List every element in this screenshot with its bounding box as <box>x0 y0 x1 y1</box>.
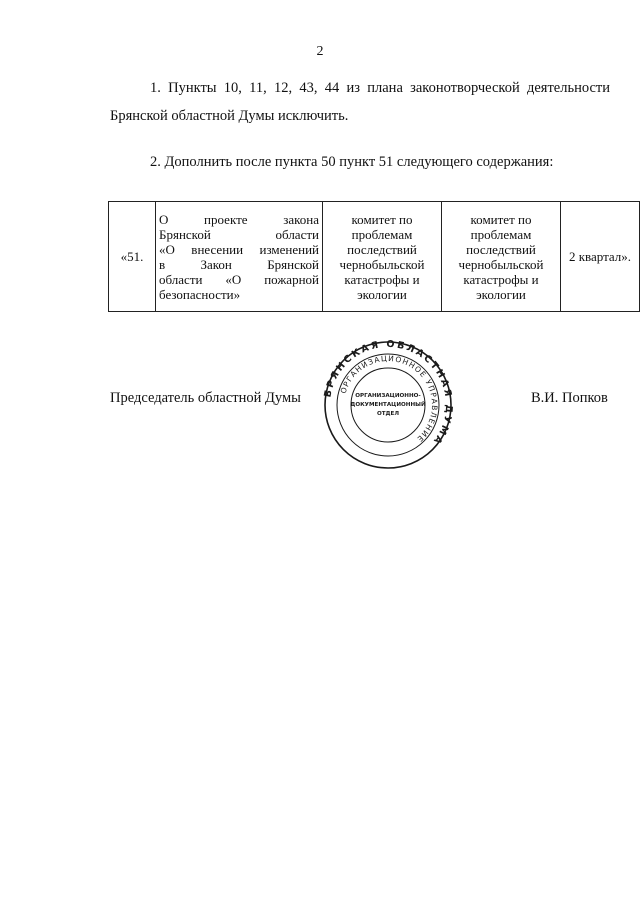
official-stamp <box>308 340 468 470</box>
stamp-outer-text: БРЯНСКАЯ ОБЛАСТНАЯ ДУМА <box>322 340 455 448</box>
item-title-line: безопасности» <box>159 286 241 302</box>
item-title-line: «О внесении изменений <box>159 241 319 257</box>
paragraph-1-line-1: 1. Пункты 10, 11, 12, 43, 44 из плана законотворческой деятельности <box>150 80 610 96</box>
signer-title: Председатель областной Думы <box>110 390 301 406</box>
term: 2 квартал». <box>561 202 640 312</box>
paragraph-1-line-2: Брянской областной Думы исключить. <box>110 108 349 124</box>
stamp-center-line: ДОКУМЕНТАЦИОННЫЙ <box>350 402 426 408</box>
item-title-line: О проекте закона <box>159 211 319 227</box>
item-number: «51. <box>109 202 156 312</box>
stamp-seal <box>308 340 468 470</box>
item-title-line: в Закон Брянской <box>159 256 319 272</box>
responsible-committee: комитет по проблемам последствий чернобыльской катастрофы и экологии <box>323 202 442 312</box>
table-row <box>109 202 640 312</box>
item-title-line: области «О пожарной <box>159 271 319 287</box>
item-title-line: Брянской области <box>159 226 319 242</box>
stamp-center-line: ОТДЕЛ <box>376 411 400 417</box>
plan-table <box>108 201 640 312</box>
paragraph-2: 2. Дополнить после пункта 50 пункт 51 следующего содержания: <box>150 154 554 170</box>
stamp-center-line: ОРГАНИЗАЦИОННО- <box>355 393 421 399</box>
page-number: 2 <box>316 44 324 59</box>
item-title <box>156 202 323 312</box>
executor-committee: комитет по проблемам последствий чернобыльской катастрофы и экологии <box>442 202 561 312</box>
signer-name: В.И. Попков <box>531 390 608 406</box>
stamp-inner-text: ОРГАНИЗАЦИОННОЕ УПРАВЛЕНИЕ <box>338 353 440 445</box>
